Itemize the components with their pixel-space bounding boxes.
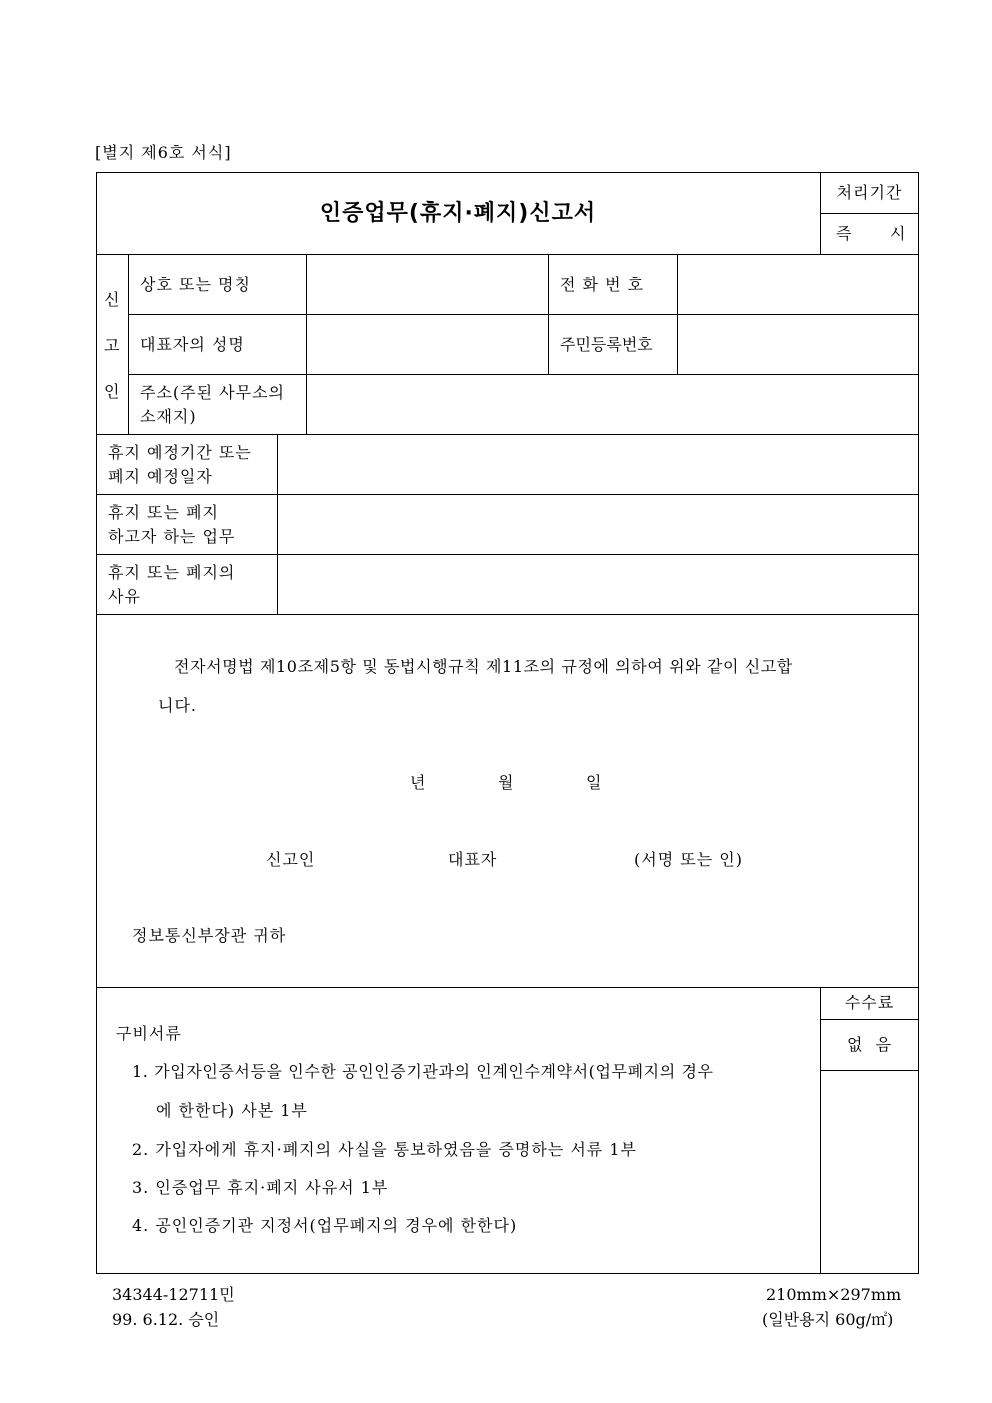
signer-label: 신고인 xyxy=(266,850,316,869)
document-item-4: 4. 공인인증기관 지정서(업무폐지의 경우에 한한다) xyxy=(132,1216,518,1235)
signature-seal-label: (서명 또는 인) xyxy=(634,850,743,869)
date-year-label: 년 xyxy=(410,773,427,792)
resident-id-field[interactable] xyxy=(681,318,915,370)
paper-size: 210mm×297mm xyxy=(766,1285,902,1304)
reporter-side-char-2: 고 xyxy=(104,336,121,355)
representative-name-field[interactable] xyxy=(310,318,544,370)
processing-value-1: 즉 xyxy=(836,224,853,243)
processing-period-label: 처리기간 xyxy=(836,183,903,202)
period-label-line1: 휴지 예정기간 또는 xyxy=(108,443,252,462)
address-field[interactable] xyxy=(310,378,915,430)
address-label-line1: 주소(주된 사무소의 xyxy=(140,383,285,402)
form-code: 34344-12711민 xyxy=(112,1285,235,1304)
form-number-label: [별지 제6호 서식] xyxy=(95,143,232,162)
resident-id-label: 주민등록번호 xyxy=(560,335,653,354)
fee-value: 없 음 xyxy=(846,1035,893,1054)
business-name-label: 상호 또는 명칭 xyxy=(140,275,251,294)
declaration-text-line2: 니다. xyxy=(158,696,197,715)
reporter-side-char-1: 신 xyxy=(104,290,121,309)
declaration-text-line1: 전자서명법 제10조제5항 및 동법시행규칙 제11조의 규정에 의하여 위와 같이 신고합 xyxy=(174,657,793,676)
recipient-label: 정보통신부장관 귀하 xyxy=(132,926,287,945)
reason-label-line2: 사유 xyxy=(108,587,141,606)
phone-field[interactable] xyxy=(681,258,915,310)
document-item-3: 3. 인증업무 휴지·폐지 사유서 1부 xyxy=(132,1178,389,1197)
business-name-field[interactable] xyxy=(310,258,544,310)
date-month-label: 월 xyxy=(498,773,515,792)
business-label-line1: 휴지 또는 폐지 xyxy=(108,503,219,522)
form-title: 인증업무(휴지·폐지)신고서 xyxy=(319,201,597,226)
approval-date: 99. 6.12. 승인 xyxy=(112,1310,220,1329)
paper-weight: (일반용지 60g/㎡) xyxy=(762,1310,894,1329)
document-item-2: 2. 가입자에게 휴지·폐지의 사실을 통보하였음을 증명하는 서류 1부 xyxy=(132,1140,637,1159)
document-item-1-line1: 1. 가입자인증서등을 인수한 공인인증기관과의 인계인수계약서(업무폐지의 경우 xyxy=(132,1062,714,1081)
period-field[interactable] xyxy=(281,438,915,490)
address-label-line2: 소재지) xyxy=(140,407,197,426)
period-label-line2: 폐지 예정일자 xyxy=(108,467,213,486)
representative-name-label: 대표자의 성명 xyxy=(140,335,245,354)
documents-heading: 구비서류 xyxy=(116,1024,182,1043)
reason-label-line1: 휴지 또는 폐지의 xyxy=(108,563,236,582)
fee-label: 수수료 xyxy=(844,993,895,1012)
reason-field[interactable] xyxy=(281,558,915,610)
reporter-side-char-3: 인 xyxy=(104,382,121,401)
phone-label: 전 화 번 호 xyxy=(560,275,645,294)
business-label-line2: 하고자 하는 업무 xyxy=(108,527,236,546)
signer-representative-label: 대표자 xyxy=(448,850,498,869)
processing-value-2: 시 xyxy=(890,224,907,243)
date-day-label: 일 xyxy=(586,773,603,792)
business-field[interactable] xyxy=(281,498,915,550)
document-item-1-line2: 에 한한다) 사본 1부 xyxy=(156,1101,308,1120)
